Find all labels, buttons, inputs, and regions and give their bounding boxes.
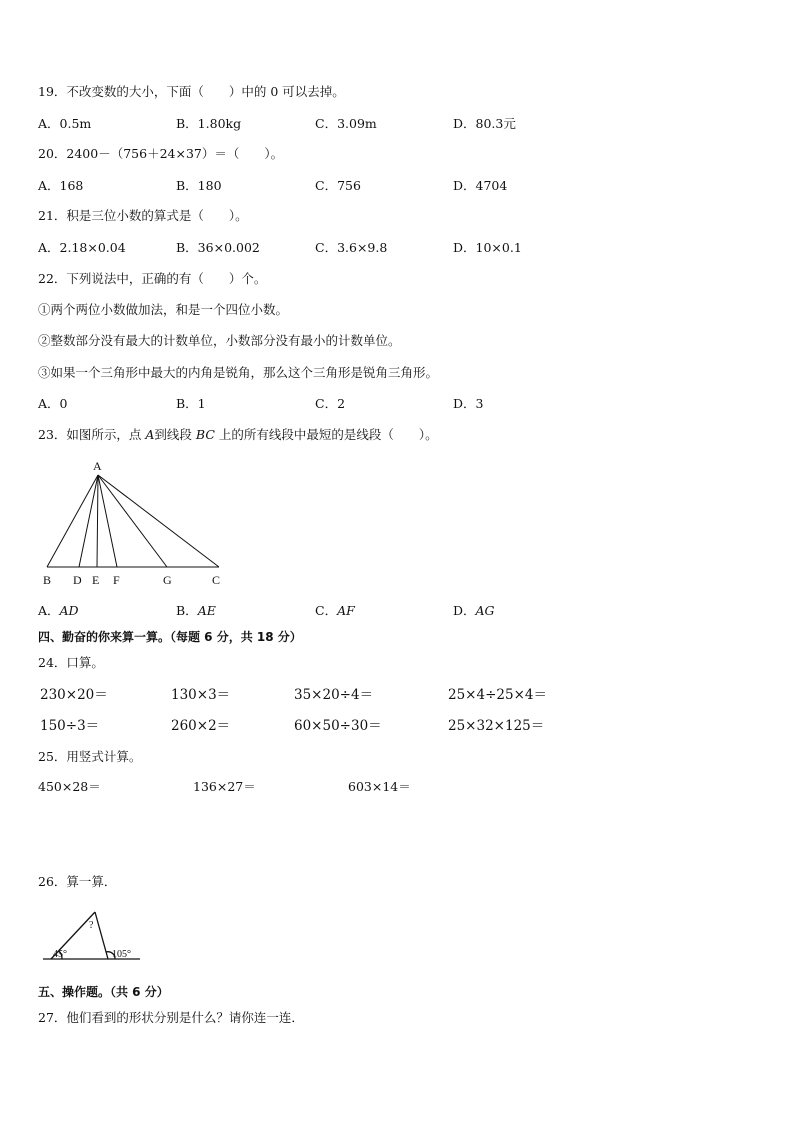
oral-calc-item: 35×20÷4＝ [294, 687, 374, 703]
question-20-option-d: D．4704 [453, 178, 508, 193]
question-22-option-a: A．0 [38, 396, 68, 411]
question-25-stem: 25．用竖式计算。 [38, 749, 142, 764]
segment-ab [47, 475, 98, 567]
segment-ae [97, 475, 98, 567]
question-22-option-c: C．2 [315, 396, 346, 411]
question-19-option-a: A．0.5m [38, 116, 92, 131]
oral-calc-item: 230×20＝ [40, 687, 108, 703]
question-20-option-c: C．756 [315, 178, 361, 193]
option-letter: A． [38, 603, 60, 618]
question-19-option-d: D．80.3元 [453, 116, 516, 131]
point-a-label: A [145, 427, 155, 442]
question-23-option-b [176, 603, 216, 619]
question-22-option-d: D．3 [453, 396, 484, 411]
option-letter: C． [315, 603, 338, 618]
option-letter: D． [453, 603, 476, 618]
question-21-option-b: B．36×0.002 [176, 240, 260, 255]
option-letter: B． [176, 603, 198, 618]
question-19-option-b: B．1.80kg [176, 116, 242, 131]
vertical-calc-item: 603×14＝ [348, 779, 411, 794]
question-21-stem: 21．积是三位小数的算式是（ ）。 [38, 208, 248, 223]
triangle-figure [36, 456, 236, 592]
question-22-statement-1: ①两个两位小数做加法，和是一个四位小数。 [38, 302, 289, 317]
question-22-stem: 22．下列说法中，正确的有（ ）个。 [38, 271, 267, 286]
oral-calc-item: 150÷3＝ [40, 718, 100, 734]
vertical-calc-item: 450×28＝ [38, 779, 101, 794]
question-22-statement-3: ③如果一个三角形中最大的内角是锐角，那么这个三角形是锐角三角形。 [38, 365, 439, 380]
option-value: AG [475, 603, 495, 618]
section-4-title: 四、勤奋的你来算一算。（每题 6 分，共 18 分） [38, 630, 302, 644]
question-20-option-b: B．180 [176, 178, 222, 193]
angle-unknown-label: ? [89, 920, 94, 931]
question-23-stem [38, 427, 438, 443]
option-value: AF [337, 603, 355, 618]
option-value: AD [59, 603, 79, 618]
question-20-option-a: A．168 [38, 178, 84, 193]
oral-calc-item: 25×32×125＝ [448, 718, 545, 734]
question-19-option-c: C．3.09m [315, 116, 377, 131]
question-19-stem: 19．不改变数的大小，下面（ ）中的 0 可以去掉。 [38, 84, 345, 99]
angle-45-label: 45° [53, 949, 67, 960]
question-23-option-d [453, 603, 495, 619]
oral-calc-item: 130×3＝ [171, 687, 231, 703]
question-23-stem-suffix: 上的所有线段中最短的是线段（ ）。 [214, 427, 438, 442]
segment-ag [98, 475, 167, 567]
question-21-option-c: C．3.6×9.8 [315, 240, 388, 255]
point-g-label: G [163, 573, 172, 587]
question-23-option-c [315, 603, 355, 619]
point-c-label: C [212, 573, 221, 587]
question-20-stem: 20．2400－（756＋24×37）＝（ ）。 [38, 146, 284, 161]
oral-calc-item: 25×4÷25×4＝ [448, 687, 547, 703]
angle-triangle-figure [40, 906, 150, 964]
option-value: AE [197, 603, 216, 618]
section-5-title: 五、操作题。（共 6 分） [38, 985, 169, 999]
segment-ac [98, 475, 219, 567]
question-22-statement-2: ②整数部分没有最大的计数单位，小数部分没有最小的计数单位。 [38, 333, 401, 348]
question-27-stem: 27．他们看到的形状分别是什么？请你连一连． [38, 1010, 304, 1025]
question-23-stem-mid: 到线段 [154, 427, 196, 442]
question-21-option-d: D．10×0.1 [453, 240, 522, 255]
oral-calc-item: 260×2＝ [171, 718, 231, 734]
question-23-option-a [38, 603, 79, 619]
vertex-a-label: A [93, 459, 102, 473]
vertical-calc-item: 136×27＝ [193, 779, 256, 794]
question-24-stem: 24．口算。 [38, 655, 104, 670]
segment-ad [79, 475, 98, 567]
point-b-label: B [43, 573, 52, 587]
point-e-label: E [92, 573, 100, 587]
question-26-stem: 26．算一算． [38, 874, 117, 889]
angle-105-label: 105° [112, 949, 131, 960]
segment-bc-label: BC [195, 427, 215, 442]
segment-af [98, 475, 117, 567]
point-f-label: F [113, 573, 120, 587]
question-21-option-a: A．2.18×0.04 [38, 240, 126, 255]
question-22-option-b: B．1 [176, 396, 206, 411]
oral-calc-item: 60×50÷30＝ [294, 718, 382, 734]
point-d-label: D [73, 573, 82, 587]
question-23-stem-prefix: 23．如图所示，点 [38, 427, 146, 442]
